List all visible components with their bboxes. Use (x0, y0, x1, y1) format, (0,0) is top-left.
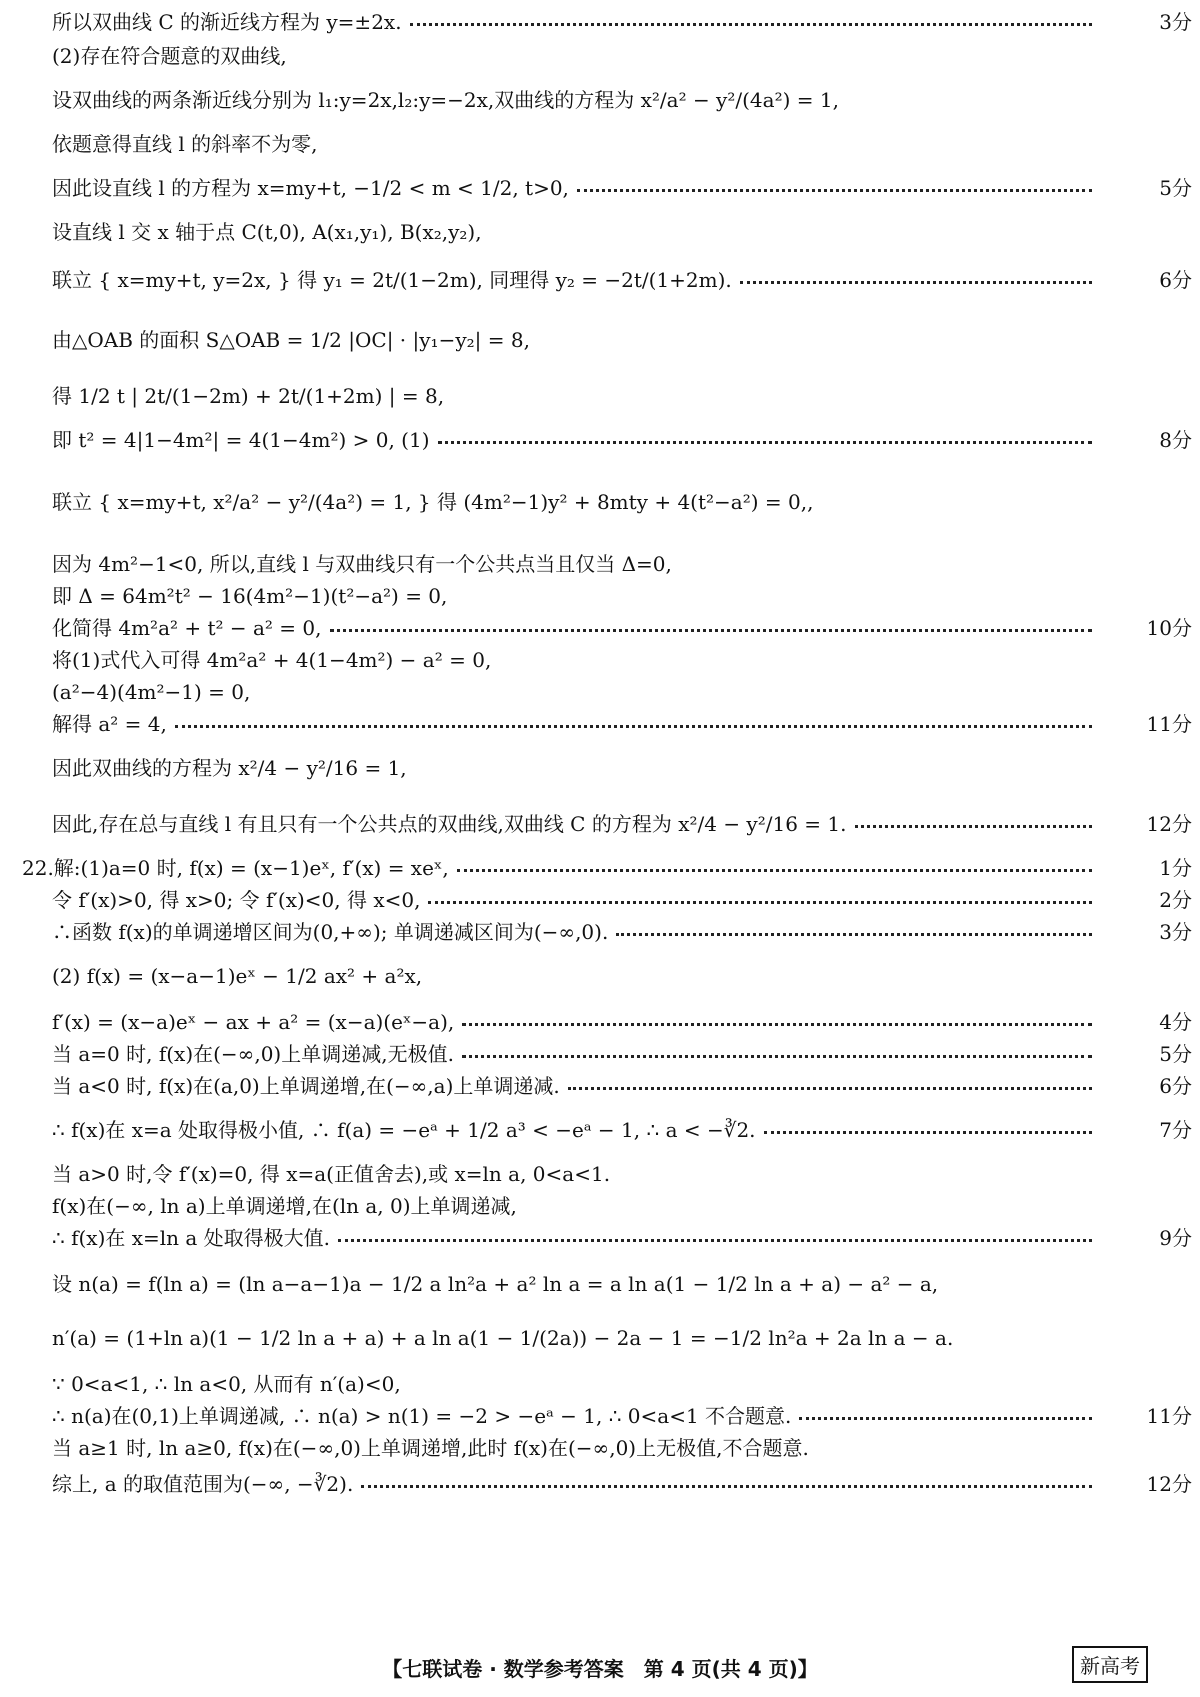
solution-line (52, 920, 1192, 944)
line-text: 综上, a 的取值范围为(−∞, −∛2). (52, 1472, 354, 1496)
solution-line (52, 616, 1192, 640)
score-label: 11分 (1146, 1404, 1192, 1428)
line-text: 将(1)式代入可得 4m²a² + 4(1−4m²) − a² = 0, (52, 648, 492, 672)
line-text: 22.解:(1)a=0 时, f(x) = (x−1)eˣ, f′(x) = xeˣ, (22, 856, 449, 880)
score-label: 12分 (1146, 1472, 1192, 1496)
line-text: (2)存在符合题意的双曲线, (52, 44, 287, 68)
line-text: 当 a<0 时, f(x)在(a,0)上单调递增,在(−∞,a)上单调递减. (52, 1074, 560, 1098)
solution-line (52, 1162, 1100, 1186)
score-label: 4分 (1159, 1010, 1192, 1034)
solution-line (52, 384, 1100, 408)
solution-line (22, 856, 1192, 880)
solution-line (52, 1042, 1192, 1066)
solution-line (52, 680, 1100, 704)
score-label: 7分 (1159, 1118, 1192, 1142)
line-text: ∴ f(x)在 x=a 处取得极小值, ∴ f(a) = −eᵃ + 1/2 a³ < −eᵃ − 1, ∴ a < −∛2. (52, 1118, 756, 1142)
page-footer: 【七联试卷 · 数学参考答案 第 4 页(共 4 页)】 (382, 1657, 818, 1681)
dot-leader (410, 23, 1092, 26)
solution-line (52, 44, 1100, 68)
line-text: 即 Δ = 64m²t² − 16(4m²−1)(t²−a²) = 0, (52, 584, 448, 608)
solution-line (52, 490, 1100, 514)
solution-line (52, 1436, 1100, 1460)
line-text: 因为 4m²−1<0, 所以,直线 l 与双曲线只有一个公共点当且仅当 Δ=0, (52, 552, 672, 576)
line-text: ∵ 0<a<1, ∴ ln a<0, 从而有 n′(a)<0, (52, 1372, 401, 1396)
score-label: 11分 (1146, 712, 1192, 736)
line-text: 得 1/2 t | 2t/(1−2m) + 2t/(1+2m) | = 8, (52, 384, 445, 408)
solution-line (52, 1074, 1192, 1098)
line-text: 由△OAB 的面积 S△OAB = 1/2 |OC| · |y₁−y₂| = 8, (52, 328, 530, 352)
score-label: 1分 (1159, 856, 1192, 880)
solution-line (52, 756, 1100, 780)
solution-line (52, 1272, 1100, 1296)
solution-line (52, 132, 1100, 156)
dot-leader (457, 869, 1092, 872)
dot-leader (428, 901, 1092, 904)
solution-line (52, 1326, 1100, 1350)
solution-line (52, 1226, 1192, 1250)
line-text: 依题意得直线 l 的斜率不为零, (52, 132, 318, 156)
solution-line (52, 964, 1100, 988)
solution-line (52, 1372, 1100, 1396)
dot-leader (740, 281, 1092, 284)
dot-leader (361, 1485, 1092, 1488)
line-text: ∴ f(x)在 x=ln a 处取得极大值. (52, 1226, 331, 1250)
line-text: 令 f′(x)>0, 得 x>0; 令 f′(x)<0, 得 x<0, (52, 888, 421, 912)
dot-leader (855, 825, 1093, 828)
score-label: 9分 (1159, 1226, 1192, 1250)
line-text: 所以双曲线 C 的渐近线方程为 y=±2x. (52, 10, 402, 34)
line-text: 设直线 l 交 x 轴于点 C(t,0), A(x₁,y₁), B(x₂,y₂), (52, 220, 482, 244)
score-label: 10分 (1146, 616, 1192, 640)
line-text: 解得 a² = 4, (52, 712, 167, 736)
solution-line (52, 584, 1100, 608)
solution-line (52, 328, 1100, 352)
dot-leader (462, 1023, 1092, 1026)
solution-line (52, 1472, 1192, 1496)
line-text: 因此,存在总与直线 l 有且只有一个公共点的双曲线,双曲线 C 的方程为 x²/4 − y²/16 = 1. (52, 812, 847, 836)
solution-line (52, 10, 1192, 34)
line-text: 当 a=0 时, f(x)在(−∞,0)上单调递减,无极值. (52, 1042, 454, 1066)
score-label: 5分 (1159, 1042, 1192, 1066)
score-label: 8分 (1159, 428, 1192, 452)
solution-line (52, 1194, 1100, 1218)
score-label: 3分 (1159, 920, 1192, 944)
solution-line (52, 1404, 1192, 1428)
line-text: 联立 { x=my+t, y=2x, } 得 y₁ = 2t/(1−2m), 同理得 y₂ = −2t/(1+2m). (52, 268, 732, 292)
line-text: 化简得 4m²a² + t² − a² = 0, (52, 616, 322, 640)
dot-leader (764, 1131, 1092, 1134)
dot-leader (175, 725, 1092, 728)
line-text: 当 a>0 时,令 f′(x)=0, 得 x=a(正值舍去),或 x=ln a, 0<a<1. (52, 1162, 611, 1186)
dot-leader (799, 1417, 1092, 1420)
solution-line (52, 268, 1192, 292)
dot-leader (338, 1239, 1092, 1242)
dot-leader (330, 629, 1092, 632)
line-text: f(x)在(−∞, ln a)上单调递增,在(ln a, 0)上单调递减, (52, 1194, 517, 1218)
line-text: n′(a) = (1+ln a)(1 − 1/2 ln a + a) + a ln a(1 − 1/(2a)) − 2a − 1 = −1/2 ln²a + 2a ln a − a. (52, 1326, 954, 1350)
line-text: f′(x) = (x−a)eˣ − ax + a² = (x−a)(eˣ−a), (52, 1010, 455, 1034)
dot-leader (568, 1087, 1092, 1090)
solution-line (52, 712, 1192, 736)
line-text: (a²−4)(4m²−1) = 0, (52, 680, 251, 704)
line-text: (2) f(x) = (x−a−1)eˣ − 1/2 ax² + a²x, (52, 964, 423, 988)
score-label: 6分 (1159, 268, 1192, 292)
line-text: ∴ n(a)在(0,1)上单调递减, ∴ n(a) > n(1) = −2 > −eᵃ − 1, ∴ 0<a<1 不合题意. (52, 1404, 792, 1428)
dot-leader (438, 441, 1092, 444)
line-text: 因此设直线 l 的方程为 x=my+t, −1/2 < m < 1/2, t>0, (52, 176, 569, 200)
dot-leader (462, 1055, 1092, 1058)
dot-leader (616, 933, 1092, 936)
solution-line (52, 88, 1100, 112)
solution-line (52, 648, 1100, 672)
score-label: 12分 (1146, 812, 1192, 836)
dot-leader (577, 189, 1092, 192)
exam-type-badge: 新高考 (1072, 1646, 1148, 1683)
score-label: 2分 (1159, 888, 1192, 912)
line-text: 因此双曲线的方程为 x²/4 − y²/16 = 1, (52, 756, 407, 780)
solution-line (52, 428, 1192, 452)
line-text: ∴函数 f(x)的单调递增区间为(0,+∞); 单调递减区间为(−∞,0). (52, 920, 609, 944)
solution-line (52, 1010, 1192, 1034)
line-text: 联立 { x=my+t, x²/a² − y²/(4a²) = 1, } 得 (4m²−1)y² + 8mty + 4(t²−a²) = 0,, (52, 490, 814, 514)
score-label: 3分 (1159, 10, 1192, 34)
line-text: 当 a≥1 时, ln a≥0, f(x)在(−∞,0)上单调递增,此时 f(x)在(−∞,0)上无极值,不合题意. (52, 1436, 809, 1460)
solution-line (52, 220, 1100, 244)
line-text: 设 n(a) = f(ln a) = (ln a−a−1)a − 1/2 a ln²a + a² ln a = a ln a(1 − 1/2 ln a + a) − a² − a, (52, 1272, 939, 1296)
line-text: 设双曲线的两条渐近线分别为 l₁:y=2x,l₂:y=−2x,双曲线的方程为 x²/a² − y²/(4a²) = 1, (52, 88, 839, 112)
solution-line (52, 1118, 1192, 1142)
solution-line (52, 552, 1100, 576)
line-text: 即 t² = 4|1−4m²| = 4(1−4m²) > 0, (1) (52, 428, 430, 452)
solution-line (52, 176, 1192, 200)
score-label: 6分 (1159, 1074, 1192, 1098)
solution-line (52, 812, 1192, 836)
score-label: 5分 (1159, 176, 1192, 200)
solution-line (52, 888, 1192, 912)
